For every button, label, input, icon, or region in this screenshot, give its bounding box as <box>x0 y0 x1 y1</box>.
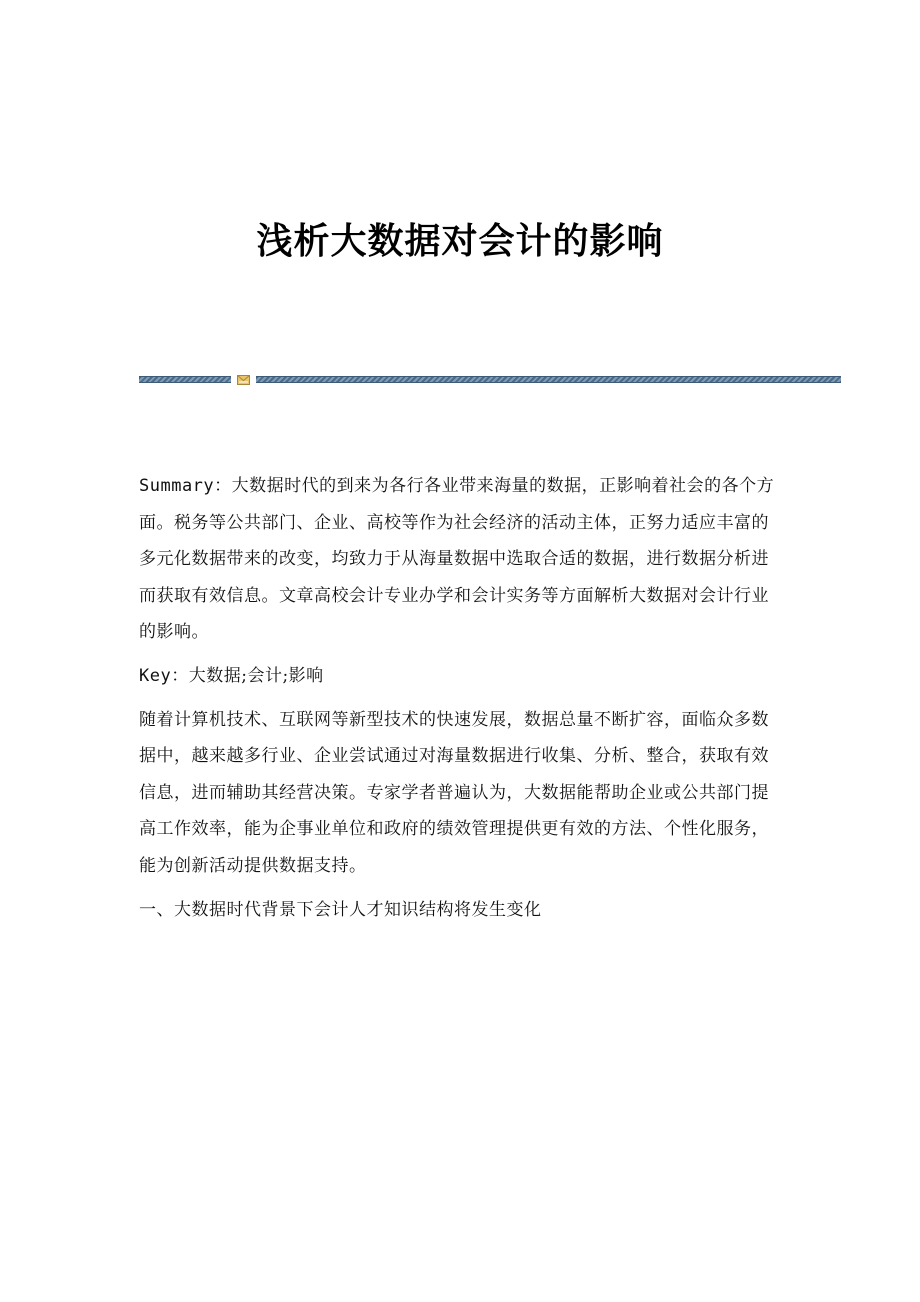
divider-bar-right <box>256 376 841 383</box>
title-divider <box>139 375 841 385</box>
summary-text: 大数据时代的到来为各行各业带来海量的数据，正影响着社会的各个方面。税务等公共部门、企业、高校等作为社会经济的活动主体，正努力适应丰富的多元化数据带来的改变，均致力于从海量数据中选取合适的数据，进行数据分析进而获取有效信息。文章高校会计专业办学和会计实务等方面解析大数据对会计行业的影响。 <box>139 476 775 643</box>
document-body <box>139 468 784 928</box>
summary-paragraph <box>139 468 784 651</box>
section-heading: 一、大数据时代背景下会计人才知识结构将发生变化 <box>139 899 542 920</box>
envelope-icon <box>237 375 250 385</box>
summary-label: Summary： <box>139 476 232 496</box>
body-paragraph: 随着计算机技术、互联网等新型技术的快速发展，数据总量不断扩容，面临众多数据中，越来越多行业、企业尝试通过对海量数据进行收集、分析、整合，获取有效信息，进而辅助其经营决策。专家学者普遍认为，大数据能帮助企业或公共部门提高工作效率，能为企事业单位和政府的绩效管理提供更有效的方法、个性化服务，能为创新活动提供数据支持。 <box>139 709 769 876</box>
keywords-paragraph <box>139 658 784 695</box>
key-label: Key： <box>139 665 189 686</box>
keywords-text: 大数据;会计;影响 <box>188 665 324 686</box>
document-title: 浅析大数据对会计的影响 <box>256 220 664 262</box>
divider-bar-left <box>139 376 231 383</box>
